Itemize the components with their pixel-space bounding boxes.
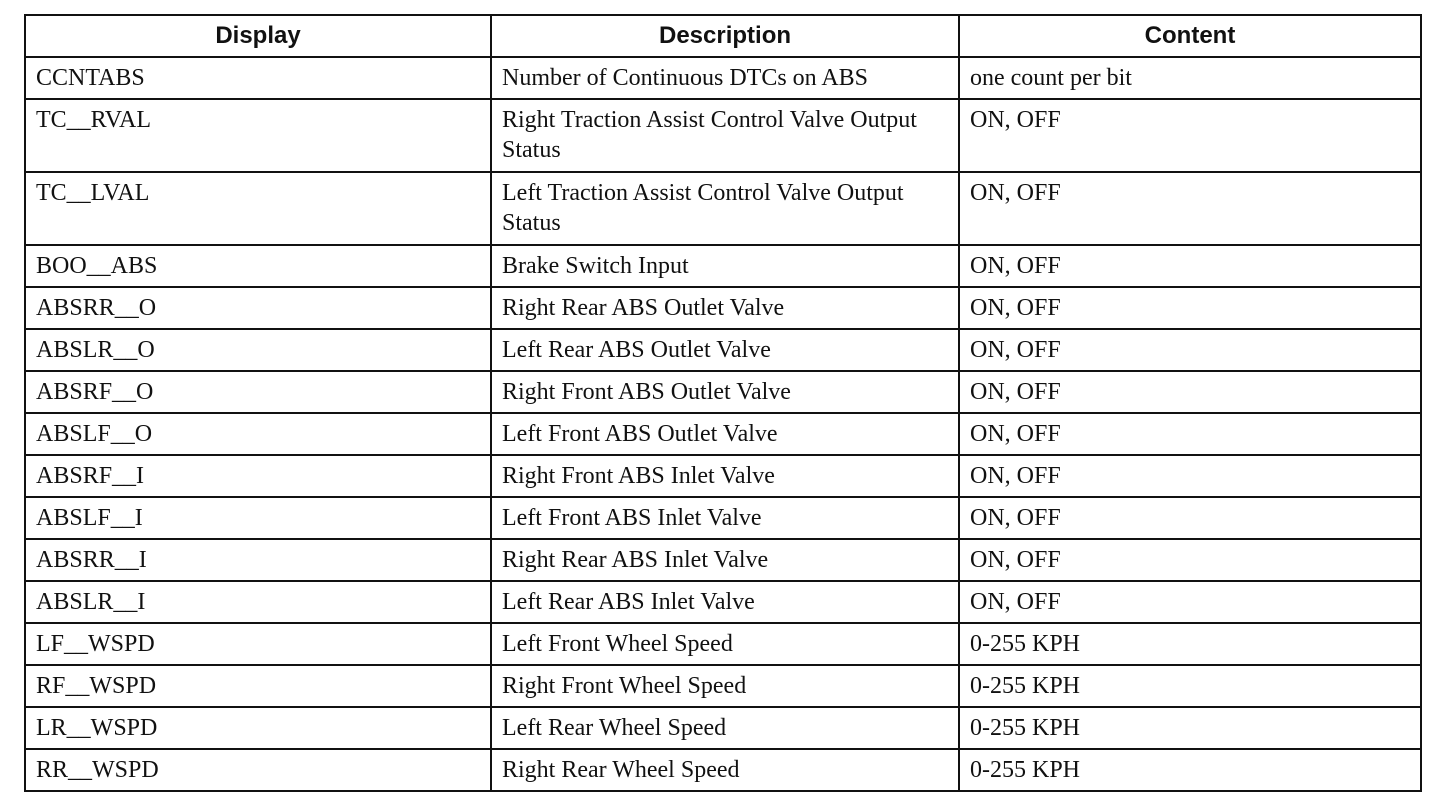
content-cell: ON, OFF (959, 329, 1421, 371)
table-row (25, 749, 1421, 791)
column-header-description: Description (491, 15, 959, 57)
content-cell: ON, OFF (959, 539, 1421, 581)
table-row (25, 99, 1421, 172)
description-cell: Right Rear Wheel Speed (491, 749, 959, 791)
content-cell: ON, OFF (959, 99, 1421, 172)
description-cell: Left Traction Assist Control Valve Output Status (491, 172, 959, 245)
column-header-display: Display (25, 15, 491, 57)
content-cell: 0-255 KPH (959, 749, 1421, 791)
pid-table-container (24, 14, 1420, 792)
display-cell: ABSRF__O (25, 371, 491, 413)
table-row (25, 539, 1421, 581)
table-row (25, 413, 1421, 455)
description-cell: Left Front ABS Inlet Valve (491, 497, 959, 539)
display-cell: ABSRF__I (25, 455, 491, 497)
content-cell: ON, OFF (959, 371, 1421, 413)
display-cell: BOO__ABS (25, 245, 491, 287)
display-cell: TC__RVAL (25, 99, 491, 172)
content-cell: ON, OFF (959, 287, 1421, 329)
description-cell: Right Front ABS Outlet Valve (491, 371, 959, 413)
display-cell: ABSLR__I (25, 581, 491, 623)
description-cell: Brake Switch Input (491, 245, 959, 287)
content-cell: 0-255 KPH (959, 707, 1421, 749)
display-cell: ABSLR__O (25, 329, 491, 371)
table-header-row (25, 15, 1421, 57)
description-cell: Right Rear ABS Outlet Valve (491, 287, 959, 329)
description-cell: Right Front Wheel Speed (491, 665, 959, 707)
content-cell: ON, OFF (959, 455, 1421, 497)
description-cell: Left Rear Wheel Speed (491, 707, 959, 749)
table-row (25, 245, 1421, 287)
display-cell: ABSRR__I (25, 539, 491, 581)
display-cell: LR__WSPD (25, 707, 491, 749)
content-cell: ON, OFF (959, 245, 1421, 287)
description-cell: Left Front ABS Outlet Valve (491, 413, 959, 455)
display-cell: RF__WSPD (25, 665, 491, 707)
table-row (25, 371, 1421, 413)
table-row (25, 287, 1421, 329)
display-cell: ABSRR__O (25, 287, 491, 329)
description-cell: Left Rear ABS Outlet Valve (491, 329, 959, 371)
content-cell: ON, OFF (959, 413, 1421, 455)
content-cell: 0-255 KPH (959, 665, 1421, 707)
display-cell: LF__WSPD (25, 623, 491, 665)
table-row (25, 707, 1421, 749)
table-row (25, 455, 1421, 497)
column-header-content: Content (959, 15, 1421, 57)
content-cell: ON, OFF (959, 497, 1421, 539)
description-cell: Number of Continuous DTCs on ABS (491, 57, 959, 99)
content-cell: ON, OFF (959, 581, 1421, 623)
display-cell: ABSLF__O (25, 413, 491, 455)
description-cell: Left Front Wheel Speed (491, 623, 959, 665)
description-cell: Right Front ABS Inlet Valve (491, 455, 959, 497)
content-cell: one count per bit (959, 57, 1421, 99)
table-row (25, 581, 1421, 623)
description-cell: Right Rear ABS Inlet Valve (491, 539, 959, 581)
table-row (25, 665, 1421, 707)
pid-table (24, 14, 1422, 792)
table-row (25, 623, 1421, 665)
display-cell: TC__LVAL (25, 172, 491, 245)
display-cell: ABSLF__I (25, 497, 491, 539)
content-cell: 0-255 KPH (959, 623, 1421, 665)
table-row (25, 497, 1421, 539)
table-row (25, 172, 1421, 245)
display-cell: CCNTABS (25, 57, 491, 99)
table-row (25, 329, 1421, 371)
table-row (25, 57, 1421, 99)
description-cell: Right Traction Assist Control Valve Output Status (491, 99, 959, 172)
display-cell: RR__WSPD (25, 749, 491, 791)
description-cell: Left Rear ABS Inlet Valve (491, 581, 959, 623)
content-cell: ON, OFF (959, 172, 1421, 245)
